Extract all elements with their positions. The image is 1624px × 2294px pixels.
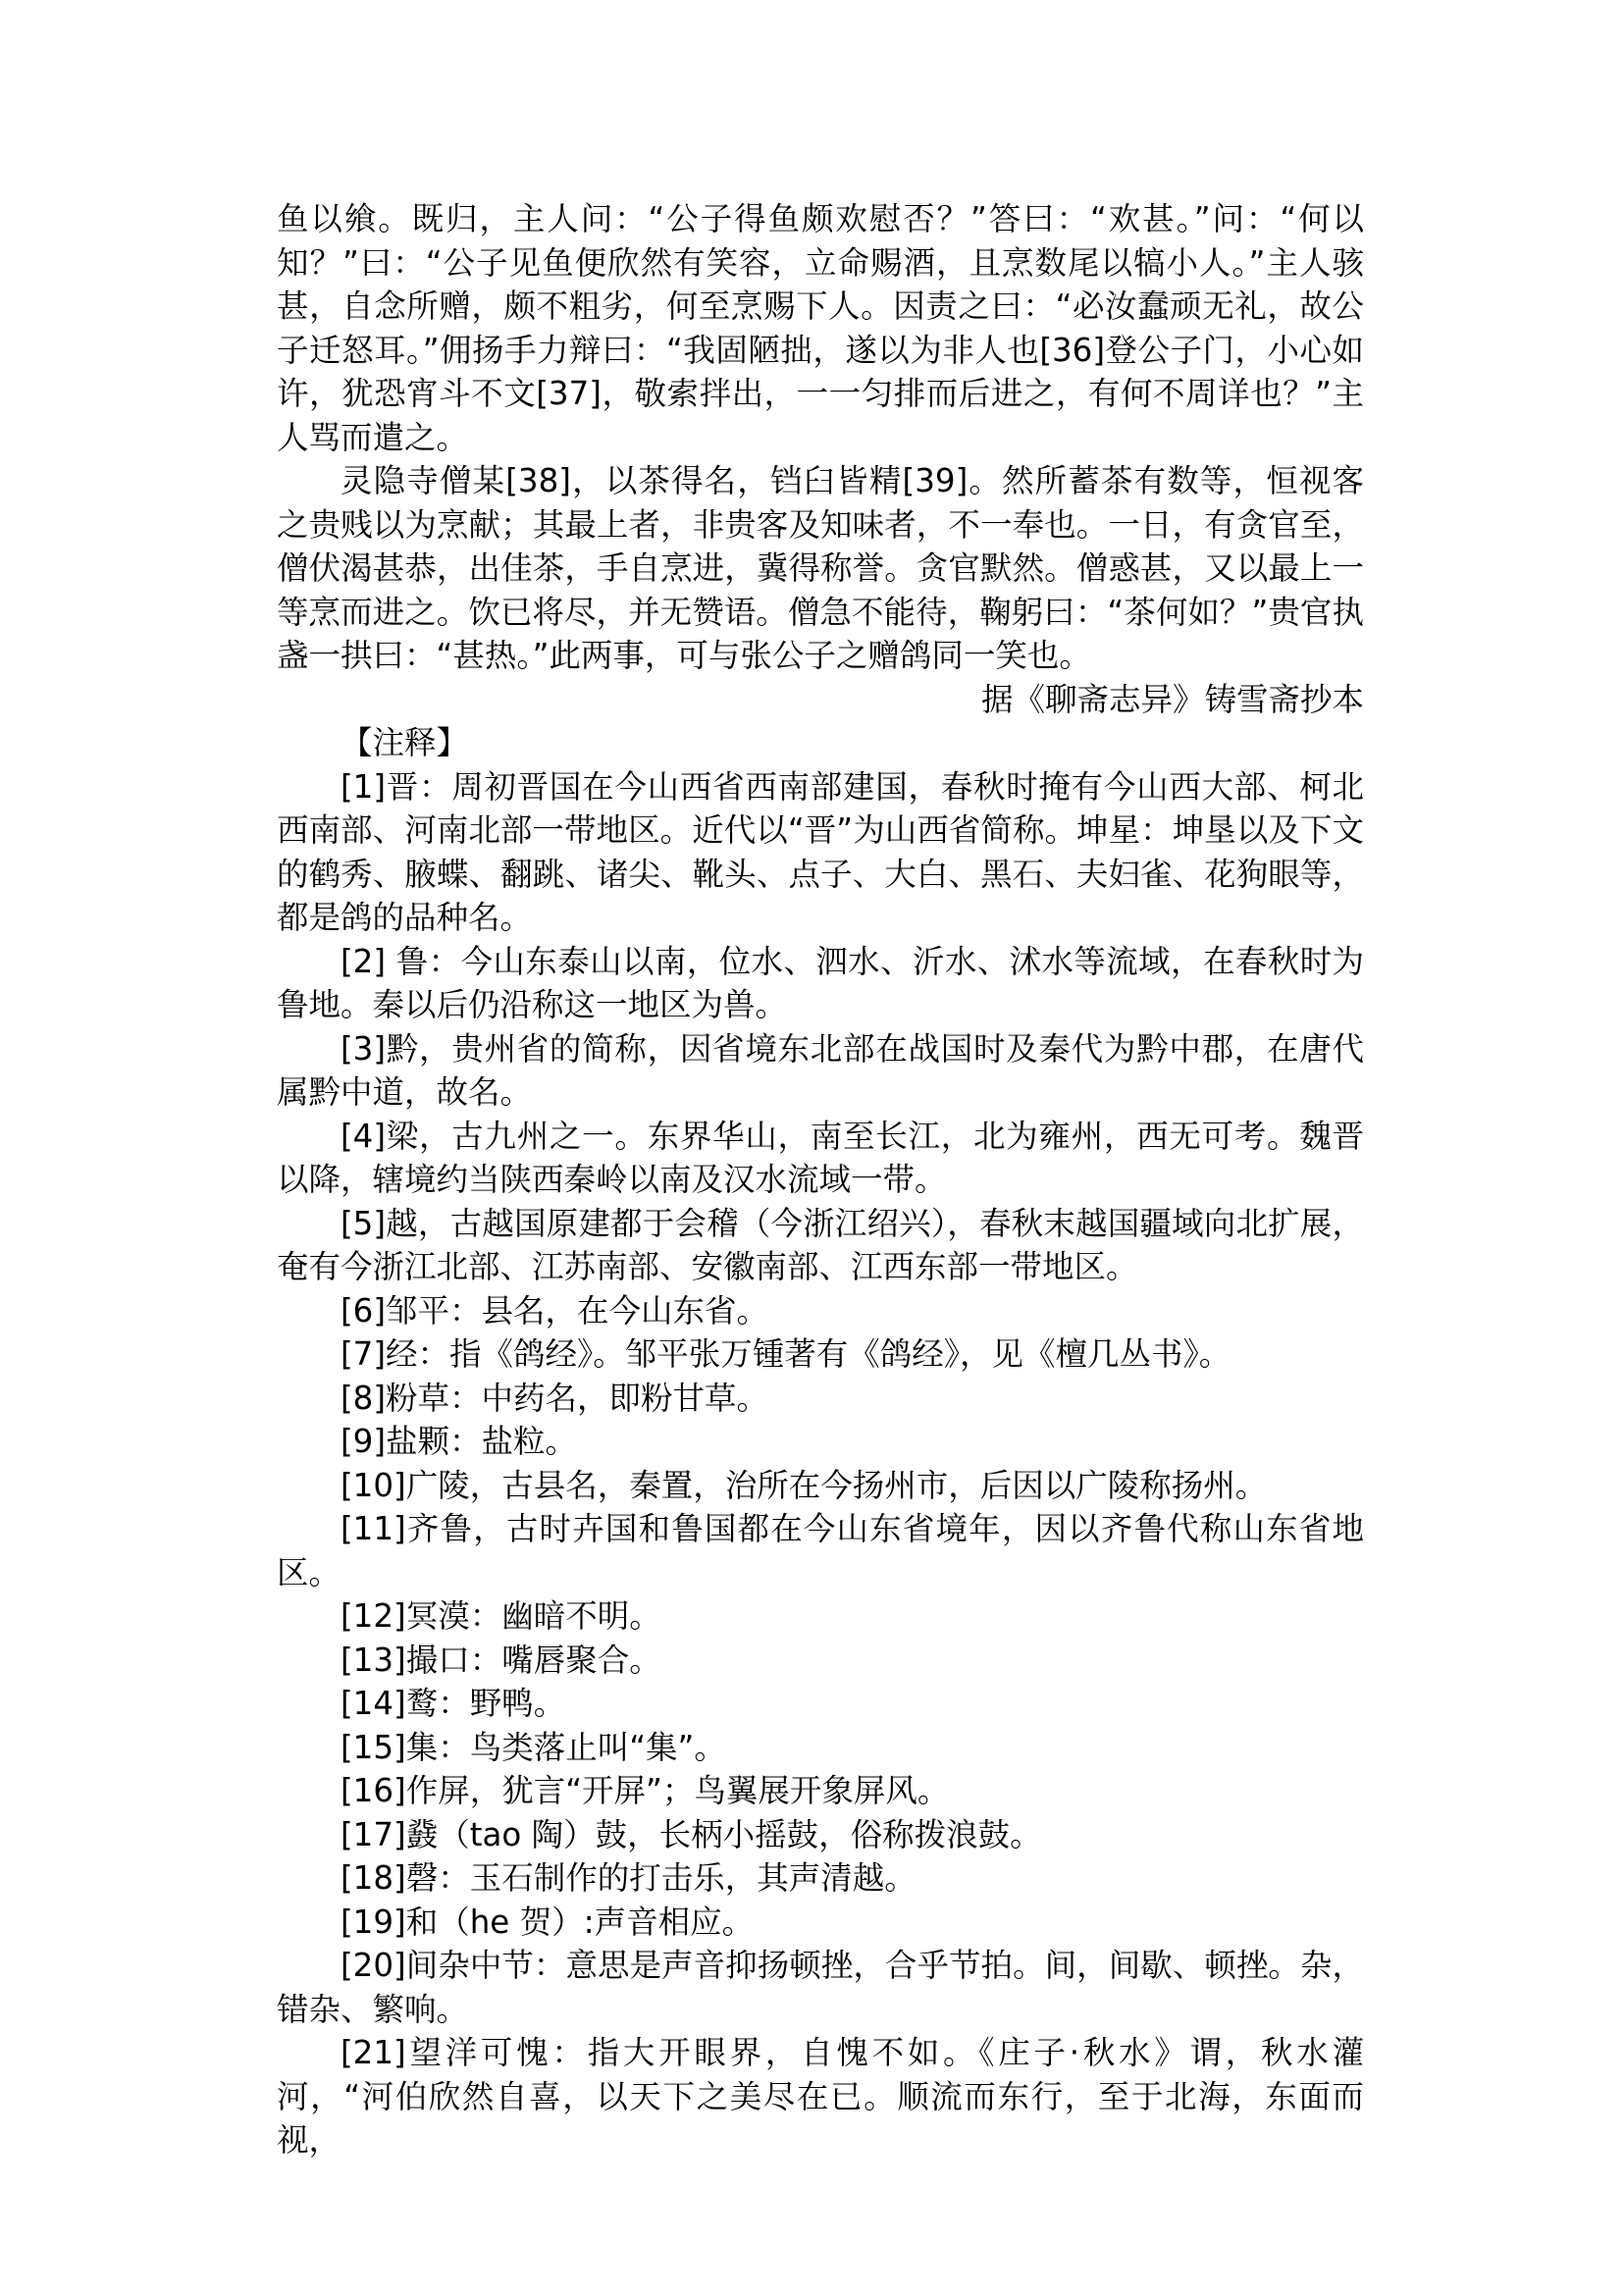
notes-heading: 【注释】	[341, 724, 469, 761]
text-body	[277, 197, 1364, 2163]
note-21: [21]望洋可愧：指大开眼界，自愧不如。《庄子·秋水》谓，秋水灌河，“河伯欣然自喜，以天下之美尽在已。顺流而东行，至于北海，东面而视，	[277, 2034, 1364, 2159]
note-17: [17]鼗（tao 陶）鼓，长柄小摇鼓，俗称拨浪鼓。	[341, 1815, 1042, 1853]
note-18: [18]磬：玉石制作的打击乐，其声清越。	[341, 1859, 917, 1897]
note-16: [16]作屏，犹言“开屏”；鸟翼展开象屏风。	[341, 1772, 950, 1809]
note-10: [10]广陵，古县名，秦置，治所在今扬州市，后因以广陵称扬州。	[341, 1466, 1268, 1504]
note-20: [20]间杂中节：意思是声音抑扬顿挫，合乎节拍。间，间歇、顿挫。杂，错杂、繁响。	[277, 1947, 1364, 2028]
paragraph-story-ending: 鱼以飨。既归，主人问：“公子得鱼颇欢慰否？”答曰：“欢甚。”问：“何以知？”曰：“公子见鱼便欣然有笑容，立命赐酒，且烹数尾以犒小人。”主人骇甚，自念所赠，颇不粗劣，何至烹赐下人。因责之曰：“必汝蠢顽无礼，故公子迁怒耳。”佣扬手力辩曰：“我固陋拙，遂以为非人也[36]登公子门，小心如许，犹恐宵斗不文[37]，敬索拌出，一一匀排而后进之，有何不周详也？”主人骂而遣之。	[277, 200, 1364, 456]
note-8: [8]粉草：中药名，即粉甘草。	[341, 1379, 769, 1417]
note-4: [4]梁，古九州之一。东界华山，南至长江，北为雍州，西无可考。魏晋以降，辖境约当陕西秦岭以南及汉水流域一带。	[277, 1117, 1364, 1198]
note-13: [13]撮口：嘴唇聚合。	[341, 1641, 661, 1679]
note-6: [6]邹平：县名，在今山东省。	[341, 1291, 769, 1329]
source-citation: 据《聊斋志异》铸雪斋抄本	[980, 680, 1364, 718]
note-19: [19]和（he 贺）:声音相应。	[341, 1903, 755, 1941]
note-15: [15]集：鸟类落止叫“集”。	[341, 1728, 726, 1766]
paragraph-lingyin-monk: 灵隐寺僧某[38]，以茶得名，铛臼皆精[39]。然所蓄茶有数等，恒视客之贵贱以为烹献；其最上者，非贵客及知味者，不一奉也。一日，有贪官至，僧伏渴甚恭，出佳茶，手自烹进，冀得称誉。贪官默然。僧惑甚，又以最上一等烹而进之。饮已将尽，并无赞语。僧急不能待，鞠躬曰：“茶何如？”贵官执盏一拱曰：“甚热。”此两事，可与张公子之赠鸽同一笑也。	[277, 462, 1364, 674]
note-7: [7]经：指《鸽经》。邹平张万锺著有《鸽经》，见《檀几丛书》。	[341, 1335, 1231, 1373]
note-3: [3]黔，贵州省的简称，因省境东北部在战国时及秦代为黔中郡，在唐代属黔中道，故名。	[277, 1029, 1364, 1111]
note-9: [9]盐颗：盐粒。	[341, 1423, 578, 1460]
note-2: [2] 鲁：今山东泰山以南，位水、泗水、沂水、沭水等流域，在春秋时为鲁地。秦以后仍沿称这一地区为兽。	[277, 942, 1364, 1023]
note-12: [12]冥漠：幽暗不明。	[341, 1597, 661, 1635]
note-14: [14]鹜：野鸭。	[341, 1685, 566, 1722]
note-11: [11]齐鲁，古时卉国和鲁国都在今山东省境年，因以齐鲁代称山东省地区。	[277, 1510, 1364, 1591]
note-5: [5]越，古越国原建都于会稽（今浙江绍兴），春秋末越国疆域向北扩展，奄有今浙江北部、江苏南部、安徽南部、江西东部一带地区。	[277, 1204, 1364, 1285]
note-1: [1]晋：周初晋国在今山西省西南部建国，春秋时掩有今山西大部、柯北西南部、河南北部一带地区。近代以“晋”为山西省简称。坤星：坤垦以及下文的鹤秀、腋蝶、翻跳、诸尖、靴头、点子、大白、黑石、夫妇雀、花狗眼等，都是鸽的品种名。	[277, 767, 1364, 936]
